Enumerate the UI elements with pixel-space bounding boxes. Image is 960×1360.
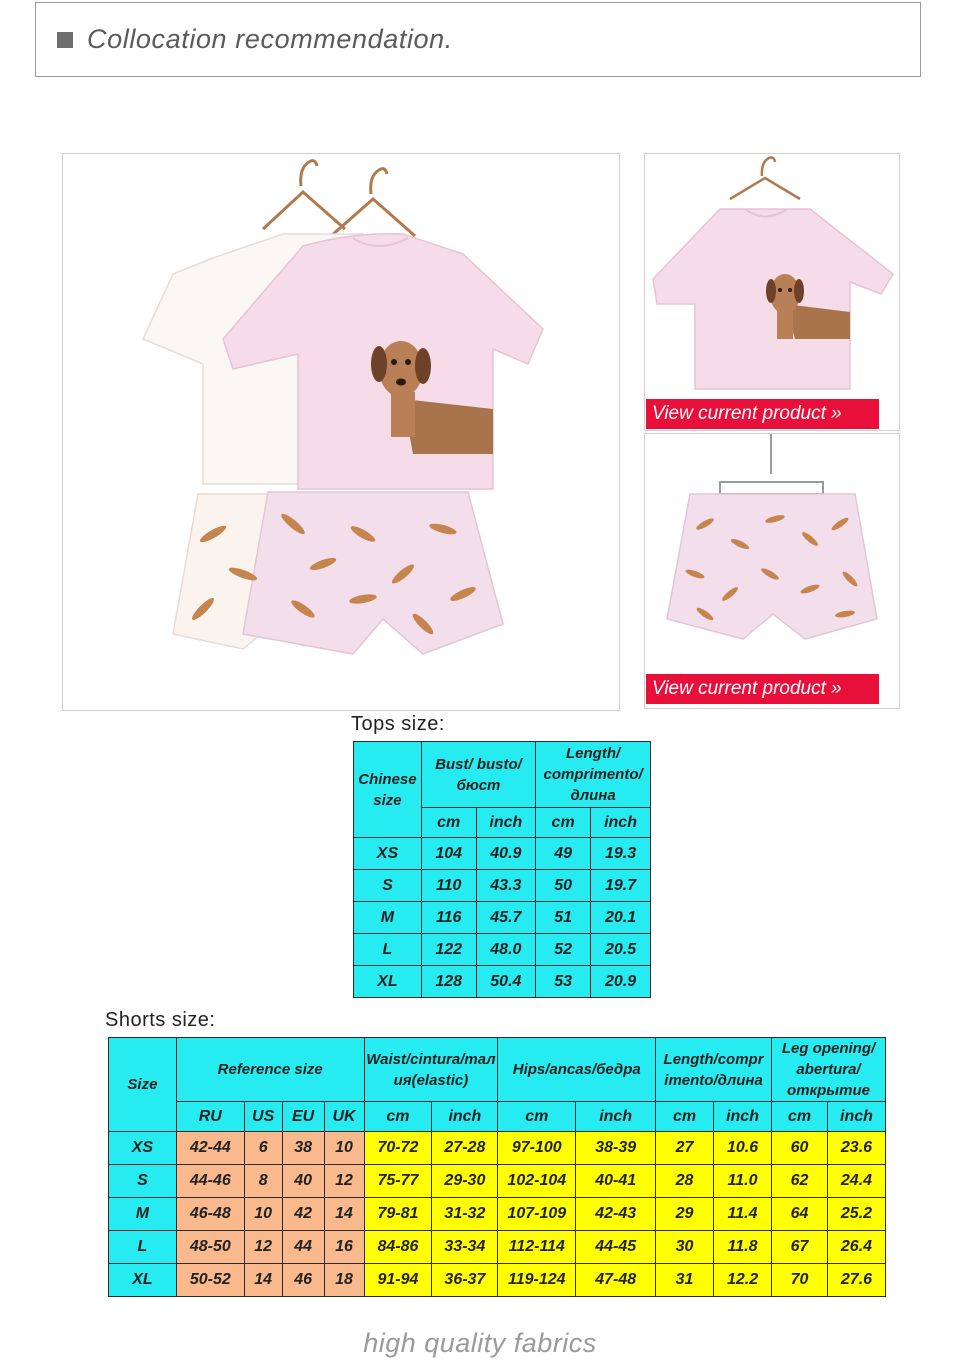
hips-inch-cell: 42-43: [576, 1198, 656, 1231]
us-cell: 10: [244, 1198, 282, 1231]
size-cell: S: [109, 1165, 177, 1198]
main-product-image[interactable]: [62, 153, 620, 711]
size-cell: XS: [109, 1132, 177, 1165]
waist-cm-cell: 84-86: [364, 1231, 432, 1264]
length-cm-cell: 27: [656, 1132, 714, 1165]
bust-cm-cell: 128: [421, 966, 476, 998]
shorts-header-hips: Hips/ancas/бедра: [498, 1038, 656, 1102]
shorts-sub-header: inch: [576, 1102, 656, 1132]
hips-inch-cell: 47-48: [576, 1264, 656, 1297]
length-inch-cell: 11.0: [714, 1165, 772, 1198]
bust-cm-cell: 116: [421, 902, 476, 934]
length-inch-cell: 19.3: [591, 838, 651, 870]
size-cell: XS: [354, 838, 422, 870]
eu-cell: 46: [282, 1264, 324, 1297]
eu-cell: 44: [282, 1231, 324, 1264]
tops-header-size: Chinese size: [354, 742, 422, 838]
shorts-header-reference: Reference size: [176, 1038, 364, 1102]
view-current-product-button[interactable]: View current product »: [646, 399, 879, 429]
shorts-sub-header: cm: [364, 1102, 432, 1132]
hips-cm-cell: 119-124: [498, 1264, 576, 1297]
bust-inch-cell: 43.3: [476, 870, 536, 902]
us-cell: 14: [244, 1264, 282, 1297]
size-cell: M: [354, 902, 422, 934]
pajama-set-illustration: [63, 154, 619, 710]
waist-cm-cell: 79-81: [364, 1198, 432, 1231]
leg-cm-cell: 60: [772, 1132, 828, 1165]
leg-inch-cell: 27.6: [827, 1264, 885, 1297]
length-inch-cell: 11.8: [714, 1231, 772, 1264]
length-cm-cell: 31: [656, 1264, 714, 1297]
table-row: [354, 902, 651, 934]
uk-cell: 12: [324, 1165, 364, 1198]
leg-cm-cell: 70: [772, 1264, 828, 1297]
shorts-sub-header: inch: [827, 1102, 885, 1132]
footer-tagline: high quality fabrics: [363, 1328, 597, 1358]
tops-unit-cm: cm: [421, 808, 476, 838]
ru-cell: 48-50: [176, 1231, 244, 1264]
hanger-icon: [263, 161, 415, 236]
ru-cell: 50-52: [176, 1264, 244, 1297]
bust-inch-cell: 48.0: [476, 934, 536, 966]
shorts-sub-header: EU: [282, 1102, 324, 1132]
length-cm-cell: 51: [536, 902, 591, 934]
hips-inch-cell: 40-41: [576, 1165, 656, 1198]
waist-inch-cell: 29-30: [432, 1165, 498, 1198]
hips-inch-cell: 44-45: [576, 1231, 656, 1264]
tops-unit-inch: inch: [591, 808, 651, 838]
bust-inch-cell: 40.9: [476, 838, 536, 870]
uk-cell: 14: [324, 1198, 364, 1231]
size-cell: L: [109, 1231, 177, 1264]
length-cm-cell: 52: [536, 934, 591, 966]
leg-cm-cell: 67: [772, 1231, 828, 1264]
us-cell: 12: [244, 1231, 282, 1264]
shorts-header-waist: Waist/cintura/тал ия(elastic): [364, 1038, 498, 1102]
length-cm-cell: 28: [656, 1165, 714, 1198]
shorts-sub-header: US: [244, 1102, 282, 1132]
length-inch-cell: 20.9: [591, 966, 651, 998]
pink-shorts-illustration: [645, 434, 899, 674]
shorts-sub-header: inch: [714, 1102, 772, 1132]
length-inch-cell: 19.7: [591, 870, 651, 902]
product-card-shorts[interactable]: [644, 433, 900, 709]
table-row: [354, 966, 651, 998]
table-row: [109, 1132, 886, 1165]
length-inch-cell: 11.4: [714, 1198, 772, 1231]
table-row: [109, 1165, 886, 1198]
length-inch-cell: 20.5: [591, 934, 651, 966]
tops-size-table: [353, 741, 651, 998]
bust-cm-cell: 104: [421, 838, 476, 870]
shorts-sub-header: UK: [324, 1102, 364, 1132]
leg-inch-cell: 26.4: [827, 1231, 885, 1264]
leg-inch-cell: 24.4: [827, 1165, 885, 1198]
bust-cm-cell: 110: [421, 870, 476, 902]
table-row: [354, 838, 651, 870]
length-cm-cell: 30: [656, 1231, 714, 1264]
tops-unit-inch: inch: [476, 808, 536, 838]
shorts-sub-header: inch: [432, 1102, 498, 1132]
shorts-sub-header: RU: [176, 1102, 244, 1132]
ru-cell: 46-48: [176, 1198, 244, 1231]
uk-cell: 10: [324, 1132, 364, 1165]
bust-inch-cell: 45.7: [476, 902, 536, 934]
shorts-size-table: [108, 1037, 886, 1297]
table-row: [109, 1231, 886, 1264]
us-cell: 6: [244, 1132, 282, 1165]
table-row: [109, 1198, 886, 1231]
section-header: [35, 2, 921, 77]
size-cell: XL: [354, 966, 422, 998]
size-cell: S: [354, 870, 422, 902]
hips-cm-cell: 97-100: [498, 1132, 576, 1165]
length-inch-cell: 20.1: [591, 902, 651, 934]
length-cm-cell: 29: [656, 1198, 714, 1231]
bust-inch-cell: 50.4: [476, 966, 536, 998]
waist-cm-cell: 75-77: [364, 1165, 432, 1198]
waist-inch-cell: 36-37: [432, 1264, 498, 1297]
uk-cell: 18: [324, 1264, 364, 1297]
length-cm-cell: 49: [536, 838, 591, 870]
leg-cm-cell: 64: [772, 1198, 828, 1231]
hips-inch-cell: 38-39: [576, 1132, 656, 1165]
shorts-size-caption: Shorts size:: [105, 1009, 216, 1031]
table-row: [354, 934, 651, 966]
tops-unit-cm: cm: [536, 808, 591, 838]
section-title: Collocation recommendation.: [87, 24, 453, 54]
waist-cm-cell: 70-72: [364, 1132, 432, 1165]
size-cell: M: [109, 1198, 177, 1231]
shorts-header-leg-opening: Leg opening/ abertura/ открытие: [772, 1038, 886, 1102]
leg-cm-cell: 62: [772, 1165, 828, 1198]
table-row: [354, 870, 651, 902]
waist-inch-cell: 33-34: [432, 1231, 498, 1264]
leg-inch-cell: 25.2: [827, 1198, 885, 1231]
eu-cell: 40: [282, 1165, 324, 1198]
tops-size-caption: Tops size:: [351, 713, 445, 735]
shorts-header-size: Size: [109, 1038, 177, 1132]
pink-tee-illustration: [645, 154, 899, 399]
waist-inch-cell: 31-32: [432, 1198, 498, 1231]
us-cell: 8: [244, 1165, 282, 1198]
length-cm-cell: 50: [536, 870, 591, 902]
leg-inch-cell: 23.6: [827, 1132, 885, 1165]
uk-cell: 16: [324, 1231, 364, 1264]
size-cell: XL: [109, 1264, 177, 1297]
square-bullet-icon: [57, 32, 73, 48]
size-cell: L: [354, 934, 422, 966]
hanger-icon: [720, 434, 823, 494]
ru-cell: 44-46: [176, 1165, 244, 1198]
hanger-icon: [730, 158, 800, 200]
ru-cell: 42-44: [176, 1132, 244, 1165]
eu-cell: 38: [282, 1132, 324, 1165]
shorts-header-length: Length/compr imento/длина: [656, 1038, 772, 1102]
table-row: [109, 1264, 886, 1297]
length-cm-cell: 53: [536, 966, 591, 998]
view-current-product-button[interactable]: View current product »: [646, 674, 879, 704]
waist-cm-cell: 91-94: [364, 1264, 432, 1297]
shorts-sub-header: cm: [498, 1102, 576, 1132]
product-card-top[interactable]: [644, 153, 900, 431]
tops-header-bust: Bust/ busto/бюст: [421, 742, 535, 808]
hips-cm-cell: 107-109: [498, 1198, 576, 1231]
tops-header-length: Length/ comprimento/ длина: [536, 742, 651, 808]
length-inch-cell: 12.2: [714, 1264, 772, 1297]
hips-cm-cell: 112-114: [498, 1231, 576, 1264]
eu-cell: 42: [282, 1198, 324, 1231]
shorts-sub-header: cm: [656, 1102, 714, 1132]
waist-inch-cell: 27-28: [432, 1132, 498, 1165]
bust-cm-cell: 122: [421, 934, 476, 966]
shorts-sub-header: cm: [772, 1102, 828, 1132]
hips-cm-cell: 102-104: [498, 1165, 576, 1198]
length-inch-cell: 10.6: [714, 1132, 772, 1165]
